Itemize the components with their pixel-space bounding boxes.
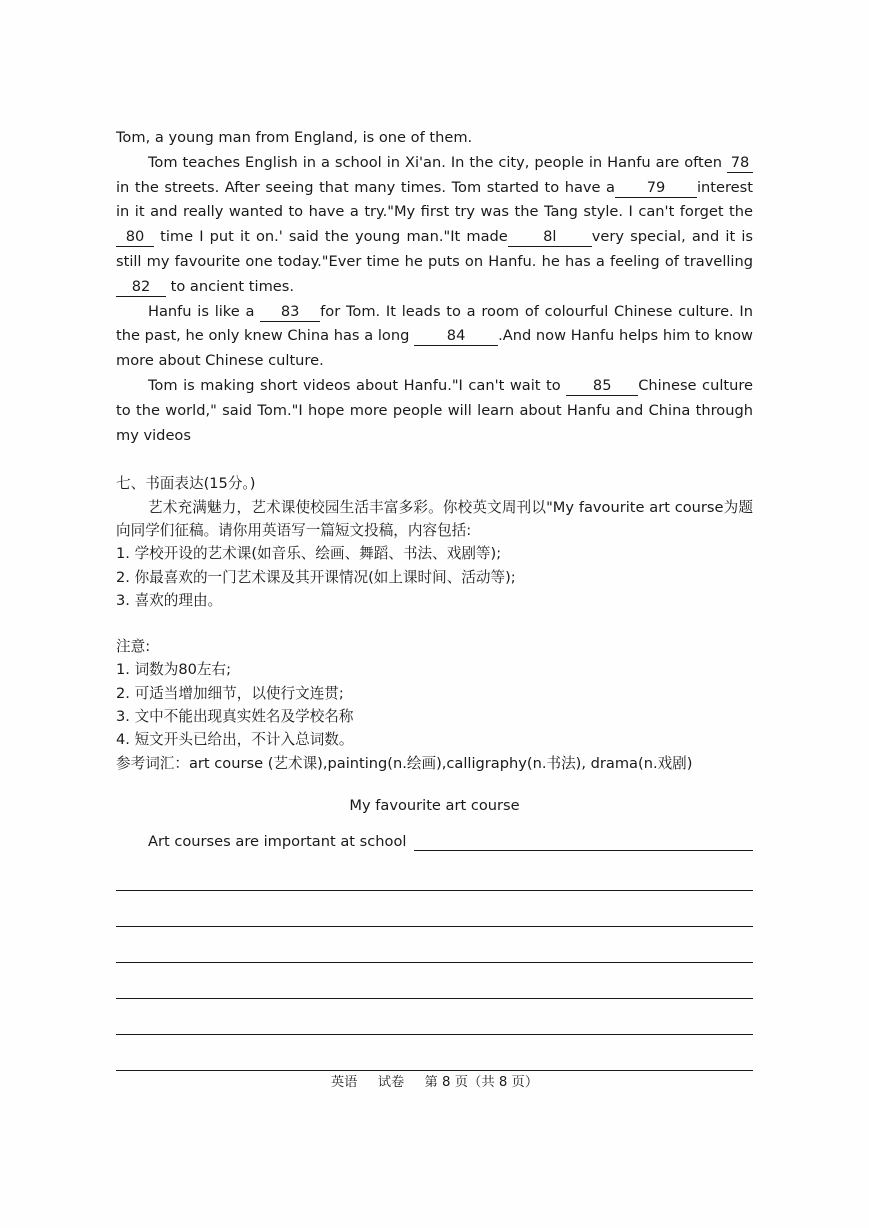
- note-4: 4. 短文开头已给出，不计入总词数。: [116, 731, 354, 749]
- p2-text-1: Tom teaches English in a school in Xi'an. In the city, people in Hanfu are often: [148, 153, 727, 171]
- p2-text-5: very special, and it is still my favourite one today."Ever time he puts on Hanfu. he has a feeling of travelling: [116, 228, 753, 270]
- section-gap: [116, 448, 753, 472]
- footer-subject: 英语: [330, 1075, 358, 1090]
- answer-line-5[interactable]: [116, 963, 753, 999]
- blank-78[interactable]: 78: [727, 154, 753, 173]
- p3-text-3: .And now Hanfu helps him to know more about Chinese culture.: [116, 327, 753, 370]
- writing-heading: 七、书面表达(15分。): [116, 475, 256, 493]
- answer-line-7[interactable]: [116, 1035, 753, 1071]
- page-footer: [0, 1071, 869, 1090]
- writing-point-1: 1. 学校开设的艺术课(如音乐、绘画、舞蹈、书法、戏剧等);: [116, 545, 502, 563]
- footer-page-number: 第 8 页（共 8 页）: [424, 1075, 539, 1090]
- essay-title: My favourite art course: [349, 796, 520, 814]
- passage-paragraph-2: [116, 151, 753, 300]
- answer-line-1[interactable]: [414, 850, 753, 851]
- blank-83[interactable]: 83: [260, 303, 320, 322]
- blank-85[interactable]: 85: [566, 377, 638, 396]
- answer-line-6[interactable]: [116, 999, 753, 1035]
- vocabulary-hint: 参考词汇：art course (艺术课),painting(n.绘画),calligraphy(n.书法), drama(n.戏剧): [116, 754, 693, 772]
- page-content: [116, 126, 753, 1071]
- essay-first-line: [116, 830, 753, 855]
- writing-intro: 艺术充满魅力，艺术课使校园生活丰富多彩。你校英文周刊以"My favourite art course为题向同学们征稿。请你用英语写一篇短文投稿，内容包括:: [116, 498, 753, 539]
- passage-paragraph-3: [116, 300, 753, 374]
- p4-text-2: Chinese culture to the world," said Tom."I hope more people will learn about Hanfu and China through my videos: [116, 376, 754, 444]
- writing-section: [116, 472, 753, 775]
- blank-80[interactable]: 80: [116, 228, 154, 247]
- answer-line-4[interactable]: [116, 927, 753, 963]
- p3-text-1: Hanfu is like a: [148, 302, 261, 320]
- p2-text-6: to ancient times.: [166, 277, 295, 295]
- writing-point-2: 2. 你最喜欢的一门艺术课及其开课情况(如上课时间、活动等);: [116, 568, 516, 586]
- essay-start-text: Art courses are important at school: [148, 832, 407, 850]
- footer-paper: 试卷: [377, 1075, 405, 1090]
- notes-gap: [116, 612, 753, 635]
- p3-text-2: for Tom. It leads to a room of colourful Chinese culture. In the past, he only knew China has a long: [116, 302, 753, 345]
- notes-heading: 注意:: [116, 638, 151, 656]
- p2-text-3: interest in it and really wanted to have a try."My first try was the Tang style. I can't forget the: [116, 178, 753, 221]
- note-2: 2. 可适当增加细节，以使行文连贯;: [116, 684, 344, 702]
- blank-81[interactable]: 8l: [508, 228, 592, 247]
- p2-text-4: time I put it on.' said the young man."It made: [154, 228, 508, 246]
- note-1: 1. 词数为80左右;: [116, 661, 232, 679]
- p4-text-1: Tom is making short videos about Hanfu."I can't wait to: [148, 376, 567, 394]
- blank-82[interactable]: 82: [116, 278, 166, 297]
- answer-line-3[interactable]: [116, 891, 753, 927]
- passage-paragraph-1: Tom, a young man from England, is one of them.: [116, 129, 473, 146]
- writing-point-3: 3. 喜欢的理由。: [116, 591, 223, 609]
- blank-79[interactable]: 79: [615, 179, 697, 198]
- answer-line-2[interactable]: [116, 855, 753, 891]
- blank-84[interactable]: 84: [414, 327, 498, 346]
- note-3: 3. 文中不能出现真实姓名及学校名称: [116, 708, 354, 726]
- p2-text-2: in the streets. After seeing that many times. Tom started to have a: [116, 178, 615, 196]
- passage-paragraph-4: [116, 374, 753, 448]
